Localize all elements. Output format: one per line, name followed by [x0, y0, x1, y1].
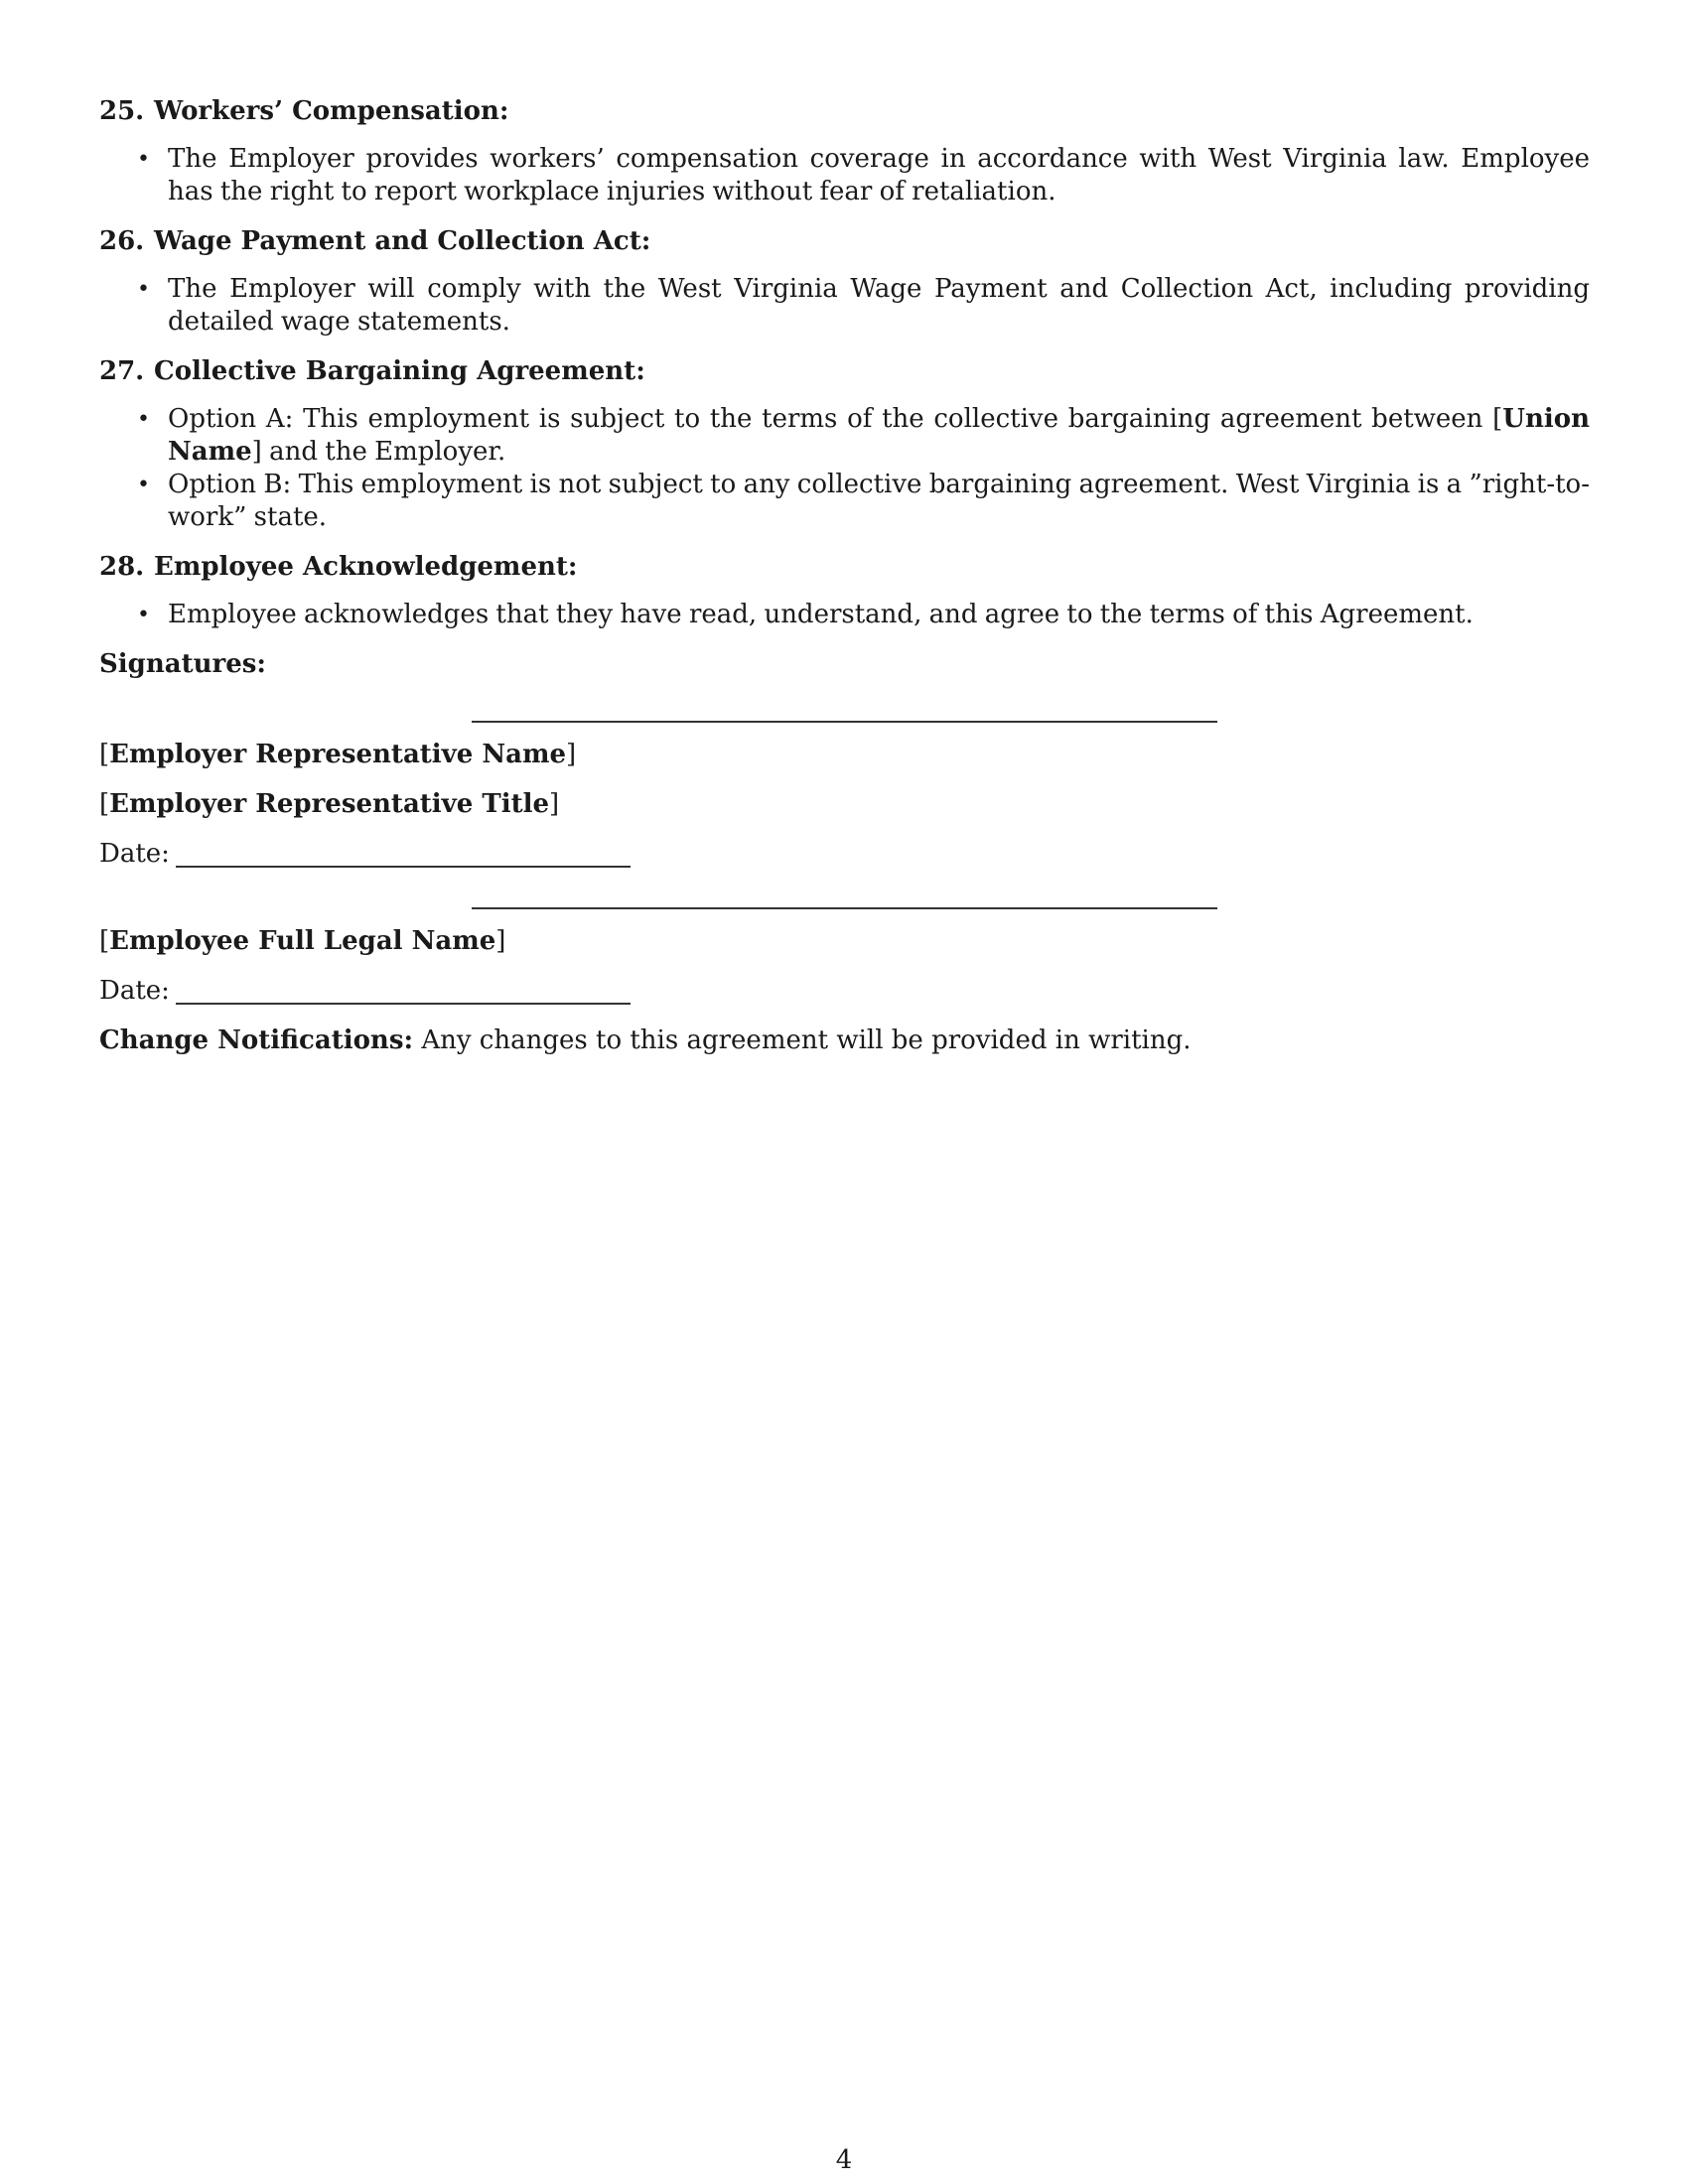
signature-rule	[472, 721, 1217, 723]
change-notifications-label: Change Notifications:	[99, 1025, 414, 1055]
bullet-icon: •	[137, 277, 150, 302]
bullet-icon: •	[137, 473, 150, 497]
list-item	[99, 599, 1590, 631]
bullet-icon: •	[137, 407, 150, 432]
employee-full-legal-name	[99, 925, 1589, 958]
bracket-close: ]	[566, 740, 577, 769]
date-label: Date:	[99, 976, 170, 1006]
change-notifications	[99, 1024, 1589, 1057]
section-number: 28.	[99, 552, 145, 582]
employer-name-placeholder: Employer Representative Name	[109, 740, 567, 769]
bullet-icon: •	[137, 603, 150, 627]
section-heading-27	[99, 355, 1589, 388]
bracket-open: [	[1492, 404, 1503, 434]
section-title: Collective Bargaining Agreement:	[154, 356, 645, 386]
date-label: Date:	[99, 839, 170, 869]
option-a-after: and the Employer.	[261, 437, 506, 467]
list-item-text: Employee acknowledges that they have read, understand, and agree to the terms of this Agreement.	[168, 600, 1474, 629]
employee-name-placeholder: Employee Full Legal Name	[109, 926, 496, 956]
section-28-list	[99, 599, 1589, 631]
union-name-placeholder: Union Name	[168, 404, 1590, 467]
section-title: Employee Acknowledgement:	[154, 552, 578, 582]
section-number: 25.	[99, 96, 145, 126]
list-item	[99, 143, 1590, 208]
list-item-text: The Employer provides workers’ compensation coverage in accordance with West Virginia law. Employee has the right to report workplace injuries without fear of retaliation.	[168, 144, 1590, 206]
employer-representative-name	[99, 739, 1589, 771]
employer-signature-line[interactable]	[99, 695, 1589, 723]
section-heading-26	[99, 225, 1589, 258]
bullet-icon: •	[137, 147, 150, 172]
section-heading-28	[99, 551, 1589, 584]
list-item-text: Option B: This employment is not subject to any collective bargaining agreement. West Virginia is a ”right-to-work” state.	[168, 470, 1590, 532]
change-notifications-text: Any changes to this agreement will be provided in writing.	[413, 1025, 1192, 1055]
bracket-open: [	[99, 926, 110, 956]
section-27-list	[99, 403, 1589, 534]
list-item-option-b	[99, 469, 1590, 534]
signature-rule	[472, 907, 1217, 909]
bracket-open: [	[99, 789, 110, 819]
option-a-before: Option A: This employment is subject to the terms of the collective bargaining agreement between	[168, 404, 1493, 434]
section-heading-25	[99, 95, 1589, 128]
list-item-option-a	[99, 403, 1590, 469]
bracket-open: [	[99, 740, 110, 769]
employer-title-placeholder: Employer Representative Title	[109, 789, 550, 819]
signatures-heading: Signatures:	[99, 649, 266, 679]
employer-representative-title	[99, 788, 1589, 821]
employer-date-row	[99, 838, 1589, 871]
bracket-close: ]	[549, 789, 560, 819]
employee-signature-line[interactable]	[99, 882, 1589, 909]
list-item	[99, 273, 1590, 339]
section-number: 27.	[99, 356, 145, 386]
employer-date-line[interactable]	[176, 866, 631, 868]
list-item-text: The Employer will comply with the West Virginia Wage Payment and Collection Act, including providing detailed wage statements.	[168, 274, 1590, 337]
section-title: Workers’ Compensation:	[154, 96, 509, 126]
section-26-list	[99, 273, 1589, 339]
section-25-list	[99, 143, 1589, 208]
bracket-close: ]	[251, 437, 262, 467]
employee-date-line[interactable]	[176, 1003, 631, 1005]
document-content	[99, 95, 1589, 1057]
bracket-close: ]	[495, 926, 506, 956]
employee-date-row	[99, 975, 1589, 1008]
section-number: 26.	[99, 226, 145, 256]
page-number: 4	[835, 2145, 853, 2175]
section-title: Wage Payment and Collection Act:	[154, 226, 651, 256]
